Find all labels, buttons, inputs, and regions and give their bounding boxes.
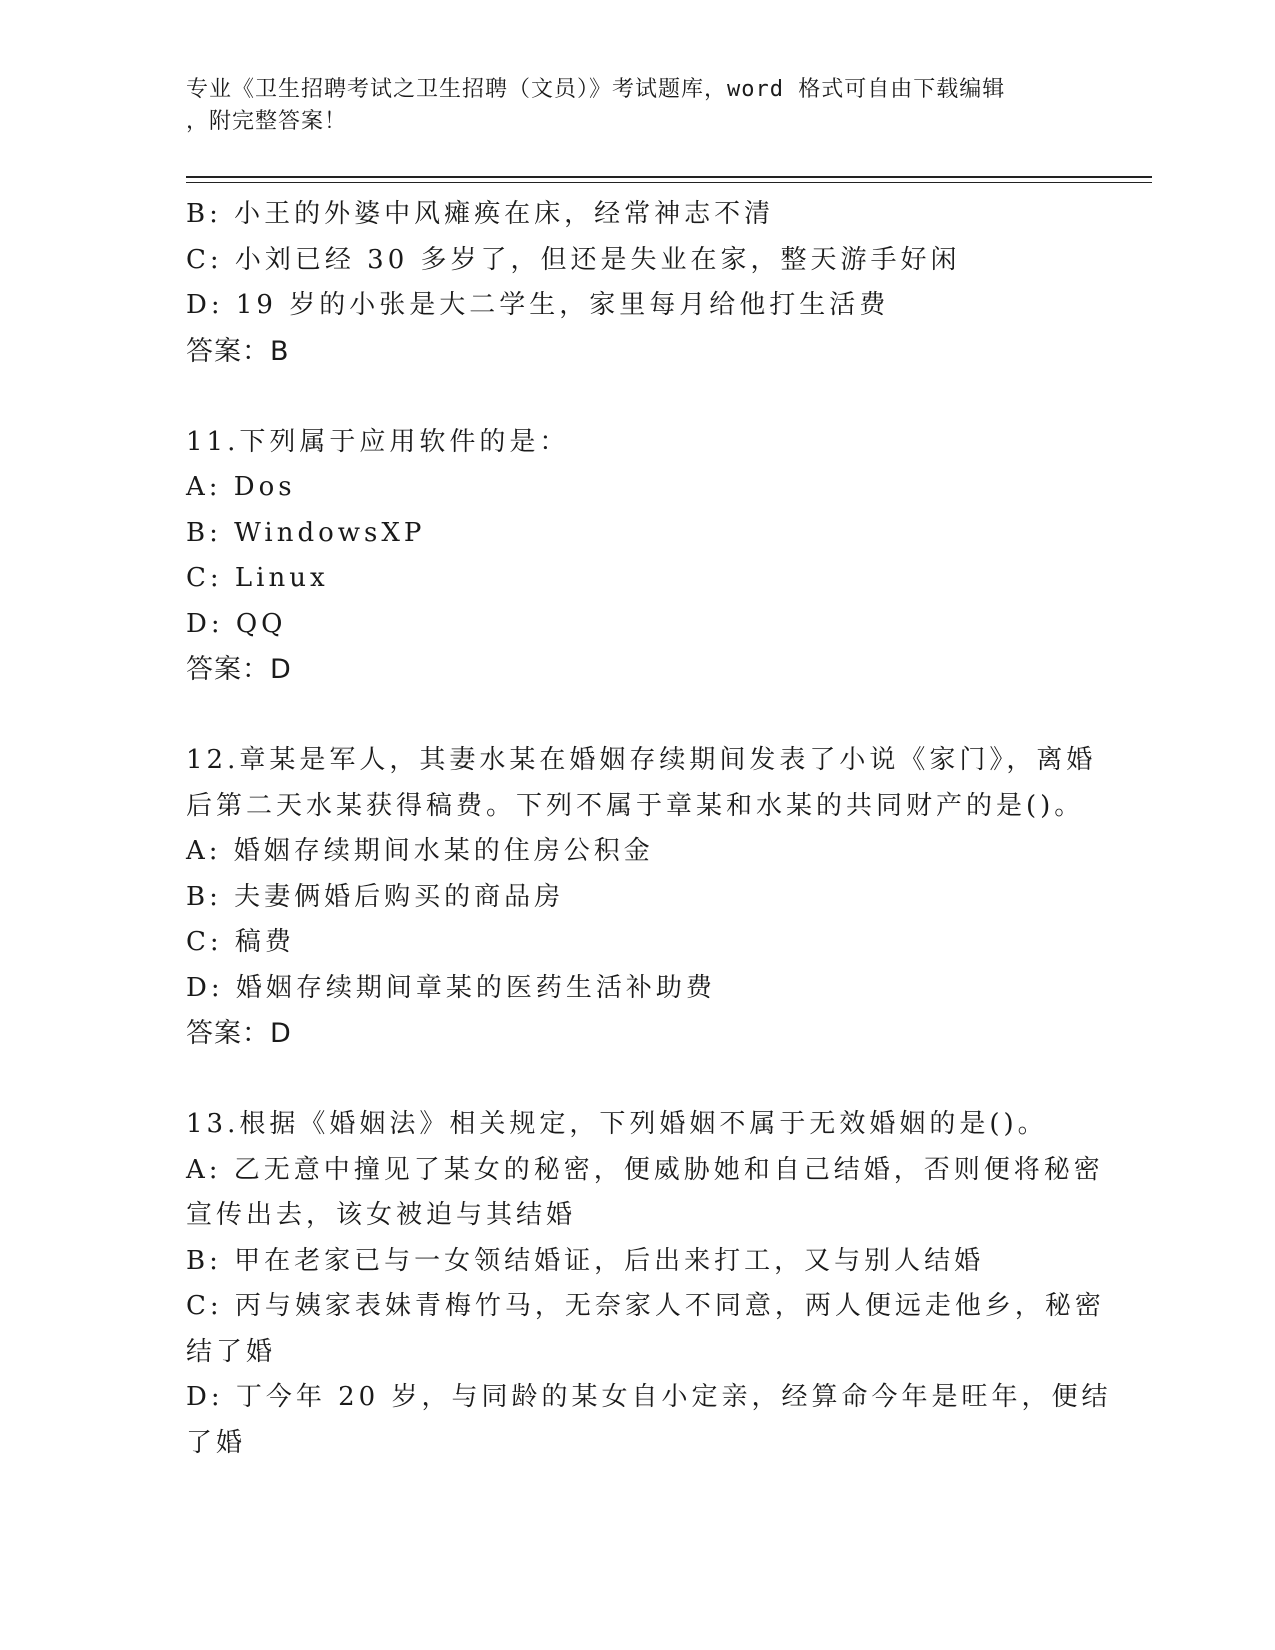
header-line-2: ，附完整答案！ xyxy=(186,109,348,134)
q11-option-d: D: QQ xyxy=(186,608,287,639)
document-header xyxy=(186,74,1066,138)
header-line-1: 专业《卫生招聘考试之卫生招聘（文员）》考试题库，word 格式可自由下载编辑 xyxy=(186,77,1006,102)
q12-answer: 答案：D xyxy=(186,1018,292,1049)
q12-option-b: B: 夫妻俩婚后购买的商品房 xyxy=(186,881,565,912)
header-divider-thick xyxy=(186,176,1152,178)
q13-option-c-line-2: 结了婚 xyxy=(186,1336,277,1367)
question-12-block xyxy=(186,738,1097,1057)
question-10-block xyxy=(186,192,1086,374)
q11-option-c: C: Linux xyxy=(186,563,329,593)
q10-option-c: C: 小刘已经 30 多岁了，但还是失业在家，整天游手好闲 xyxy=(186,244,961,275)
q11-question: 11.下列属于应用软件的是： xyxy=(186,426,570,457)
q10-option-d: D: 19 岁的小张是大二学生，家里每月给他打生活费 xyxy=(186,290,890,320)
q13-option-a-line-1: A: 乙无意中撞见了某女的秘密，便威胁她和自己结婚，否则便将秘密 xyxy=(186,1154,1104,1185)
q12-option-d: D: 婚姻存续期间章某的医药生活补助费 xyxy=(186,972,716,1003)
question-13-block xyxy=(186,1102,1112,1466)
question-11-block xyxy=(186,420,1086,693)
q12-option-c: C: 稿费 xyxy=(186,927,295,957)
q13-option-b: B: 甲在老家已与一女领结婚证，后出来打工，又与别人结婚 xyxy=(186,1245,985,1276)
q12-option-a: A: 婚姻存续期间水某的住房公积金 xyxy=(186,836,654,866)
q13-question: 13.根据《婚姻法》相关规定，下列婚姻不属于无效婚姻的是()。 xyxy=(186,1109,1048,1139)
question-list xyxy=(186,192,1112,1466)
q11-answer: 答案：D xyxy=(186,654,292,685)
q13-option-d-line-2: 了婚 xyxy=(186,1427,247,1458)
q13-option-a-line-2: 宣传出去，该女被迫与其结婚 xyxy=(186,1200,577,1230)
q13-option-c-line-1: C: 丙与姨家表妹青梅竹马，无奈家人不同意，两人便远走他乡，秘密 xyxy=(186,1291,1105,1321)
spacer xyxy=(186,1057,1086,1103)
q12-question-line-1: 12.章某是军人，其妻水某在婚姻存续期间发表了小说《家门》，离婚 xyxy=(186,745,1097,775)
q11-option-a: A: Dos xyxy=(186,472,296,502)
spacer xyxy=(186,374,1086,420)
q10-option-b: B: 小王的外婆中风瘫痪在床，经常神志不清 xyxy=(186,199,775,229)
q12-question-line-2: 后第二天水某获得稿费。下列不属于章某和水某的共同财产的是()。 xyxy=(186,790,1085,821)
q13-option-d-line-1: D: 丁今年 20 岁，与同龄的某女自小定亲，经算命今年是旺年，便结 xyxy=(186,1382,1112,1412)
header-divider-thin xyxy=(186,182,1152,183)
q11-option-b: B: WindowsXP xyxy=(186,517,426,548)
spacer xyxy=(186,693,1086,739)
q10-answer: 答案：B xyxy=(186,335,290,367)
